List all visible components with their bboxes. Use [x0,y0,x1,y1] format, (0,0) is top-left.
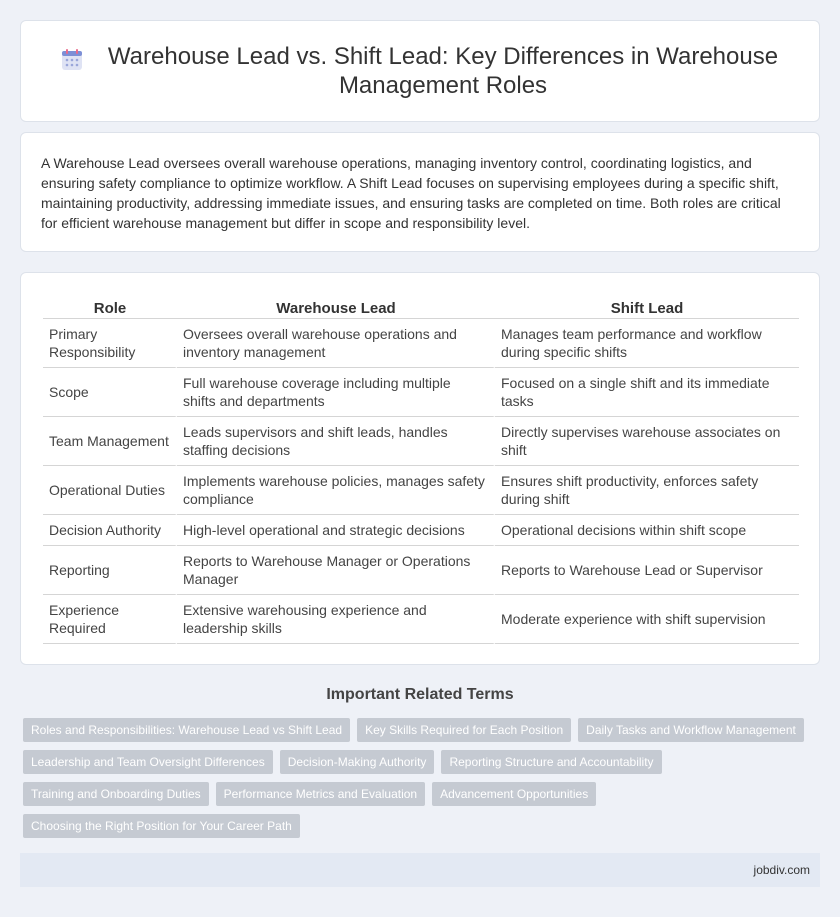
warehouse-lead-cell: Extensive warehousing experience and leadership skills [177,595,495,644]
shift-lead-cell: Focused on a single shift and its immediate tasks [495,368,799,417]
warehouse-lead-cell: Reports to Warehouse Manager or Operations Manager [177,546,495,595]
shift-lead-cell: Ensures shift productivity, enforces safety during shift [495,466,799,515]
row-label: Decision Authority [43,515,177,546]
table-row [43,515,799,546]
related-term-tag[interactable]: Reporting Structure and Accountability [441,750,661,774]
related-term-tag[interactable]: Training and Onboarding Duties [23,782,209,806]
shift-lead-cell: Directly supervises warehouse associates on shift [495,417,799,466]
comparison-table-card [20,272,820,665]
intro-paragraph: A Warehouse Lead oversees overall warehouse operations, managing inventory control, coordinating logistics, and ensuring safety compliance to optimize workflow. A Shift Lead focuses on supervising employees during a specific shift, maintaining productivity, addressing immediate issues, and ensuring tasks are completed on time. Both roles are critical for efficient warehouse management but differ in scope and responsibility level. [41,155,781,231]
row-label: Scope [43,368,177,417]
table-row [43,417,799,466]
table-row [43,368,799,417]
shift-lead-cell: Moderate experience with shift supervision [495,595,799,644]
warehouse-lead-cell: High-level operational and strategic decisions [177,515,495,546]
shift-lead-cell: Reports to Warehouse Lead or Supervisor [495,546,799,595]
related-term-tag[interactable]: Leadership and Team Oversight Differences [23,750,273,774]
intro-card [20,132,820,252]
column-header-role: Role [43,293,177,319]
title-card [20,20,820,122]
warehouse-lead-cell: Oversees overall warehouse operations and inventory management [177,319,495,368]
related-terms-heading: Important Related Terms [326,686,514,703]
related-term-tag[interactable]: Key Skills Required for Each Position [357,718,571,742]
table-row [43,546,799,595]
page-title: Warehouse Lead vs. Shift Lead: Key Differences in Warehouse Management Roles [107,43,779,99]
warehouse-lead-cell: Full warehouse coverage including multiple shifts and departments [177,368,495,417]
related-term-tag[interactable]: Advancement Opportunities [432,782,596,806]
related-term-tag[interactable]: Daily Tasks and Workflow Management [578,718,804,742]
warehouse-lead-cell: Leads supervisors and shift leads, handles staffing decisions [177,417,495,466]
footer-site-link[interactable]: jobdiv.com [753,863,810,877]
footer [20,853,820,887]
shift-lead-cell: Operational decisions within shift scope [495,515,799,546]
table-row [43,319,799,368]
column-header-warehouse-lead: Warehouse Lead [177,293,495,319]
table-row [43,595,799,644]
calendar-icon [60,48,84,72]
row-label: Experience Required [43,595,177,644]
related-term-tag[interactable]: Roles and Responsibilities: Warehouse Lead vs Shift Lead [23,718,350,742]
column-header-shift-lead: Shift Lead [495,293,799,319]
warehouse-lead-cell: Implements warehouse policies, manages safety compliance [177,466,495,515]
related-term-tag[interactable]: Choosing the Right Position for Your Career Path [23,814,300,838]
row-label: Team Management [43,417,177,466]
row-label: Operational Duties [43,466,177,515]
title-wrap [60,42,780,100]
row-label: Reporting [43,546,177,595]
row-label: Primary Responsibility [43,319,177,368]
related-term-tag[interactable]: Decision-Making Authority [280,750,435,774]
shift-lead-cell: Manages team performance and workflow during specific shifts [495,319,799,368]
table-row [43,466,799,515]
related-terms-list [23,718,813,838]
table-header-row [43,293,799,319]
related-term-tag[interactable]: Performance Metrics and Evaluation [216,782,425,806]
comparison-table [43,293,799,644]
